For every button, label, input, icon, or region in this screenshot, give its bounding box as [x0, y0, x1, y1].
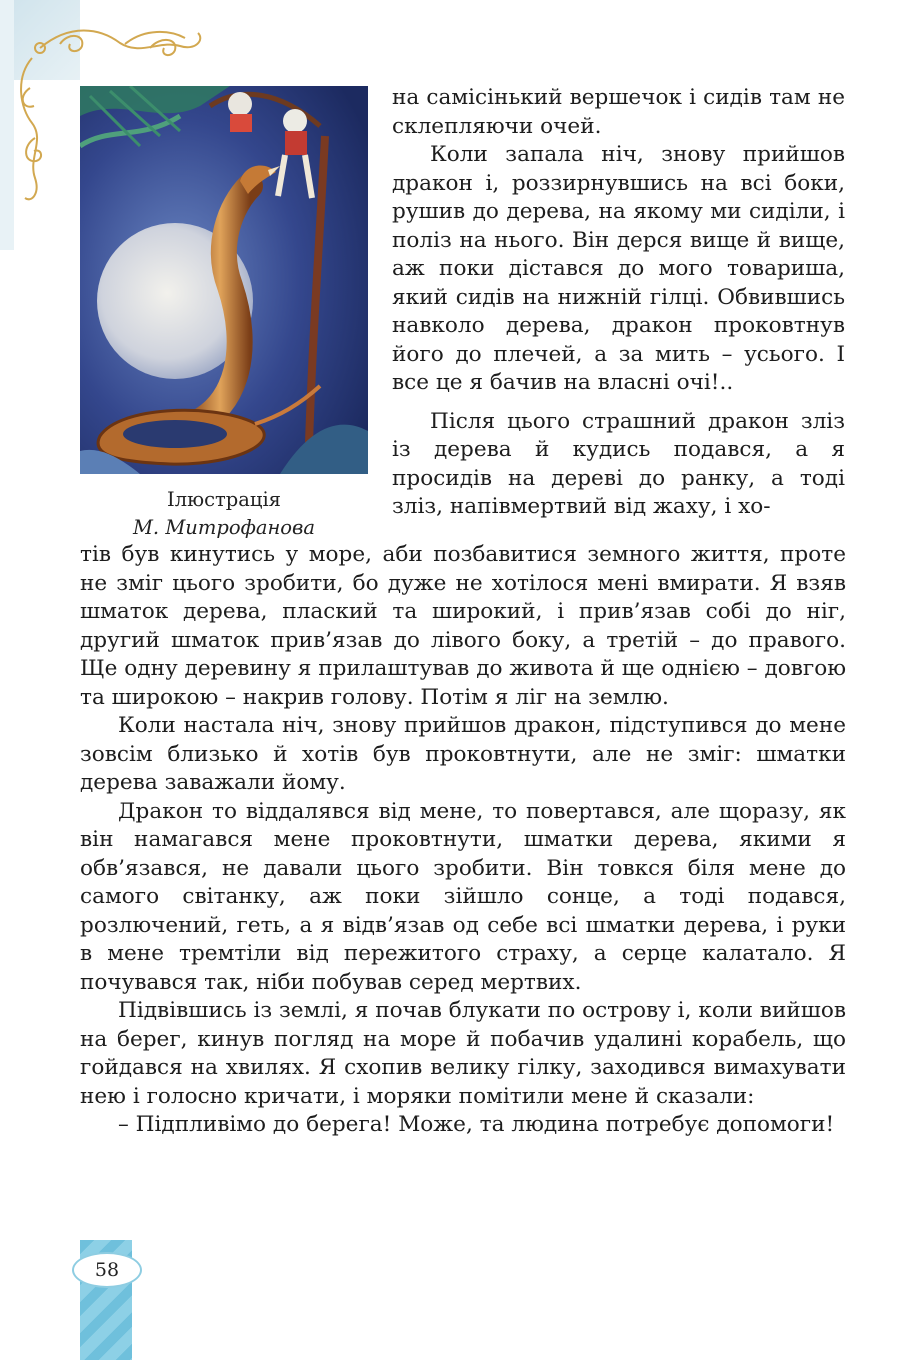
caption-author: М. Митрофанова — [132, 516, 316, 539]
paragraph: Підвівшись із землі, я почав блукати по острову і, коли вийшов на берег, кинув погляд на море й побачив удалині корабель, що гойдався на хвилях. Я схопив велику гілку, заходився вимахувати нею і голосно кричати, і моряки помітили мене й сказали: — [80, 998, 846, 1109]
paragraph: тів був кинутись у море, аби позбавитися земного життя, проте не зміг цього зробити, бо дуже не хотілося мені вмирати. Я взяв шматок дерева, плаский та широкий, і прив’язав собі до ніг, другий шматок прив’язав до лівого боку, а третій – до правого. Ще одну деревину я прилаштував до живота й ще однією – довгою та широкою – накрив голову. Потім я ліг на землю. — [80, 542, 847, 710]
paragraph: Дракон то віддалявся від мене, то повертався, але щоразу, як він намагався мене проковтнути, шматки дерева, якими я обв’язався, не давали цього зробити. Він товкся біля мене до самого світанку, аж поки зійшло сонце, а тоді подався, розлючений, геть, а я відв’язав од себе всі шматки дерева, і руки в мене тремтіли від пережитого страху, а серце калатало. Я почувався так, ніби побував серед мертвих. — [80, 798, 846, 995]
page-number: 58 — [72, 1252, 142, 1288]
illustration-caption — [80, 486, 368, 542]
right-column-text — [392, 84, 845, 522]
paragraph: – Підпливімо до берега! Може, та людина потребує допомоги! — [118, 1112, 835, 1137]
snake-illustration — [80, 86, 368, 474]
paragraph: Після цього страшний дракон зліз із дерева й кудись подався, а я просидів на дереві до ранку, а тоді зліз, напівмертвий від жаху, і хо- — [392, 408, 845, 519]
full-width-text — [80, 541, 846, 1140]
caption-title: Ілюстрація — [167, 488, 281, 511]
paragraph: Коли настала ніч, знову прийшов дракон, підступився до мене зовсім близько й хотів був проковтнути, але не зміг: шматки дерева заважали йому. — [80, 713, 846, 795]
paragraph: Коли запала ніч, знову прийшов дракон і, роззирнувшись на всі боки, рушив до дерева, на якому ми сиділи, і поліз на нього. Він дерся вище й вище, аж поки дістався до мого товариша, який сидів на нижній гілці. Обвившись навколо дерева, дракон проковтнув його до плечей, а за мить – усього. І все це я бачив на власні очі!.. — [392, 142, 845, 395]
paragraph: на самісінький вершечок і сидів там не склепляючи очей. — [392, 85, 845, 139]
